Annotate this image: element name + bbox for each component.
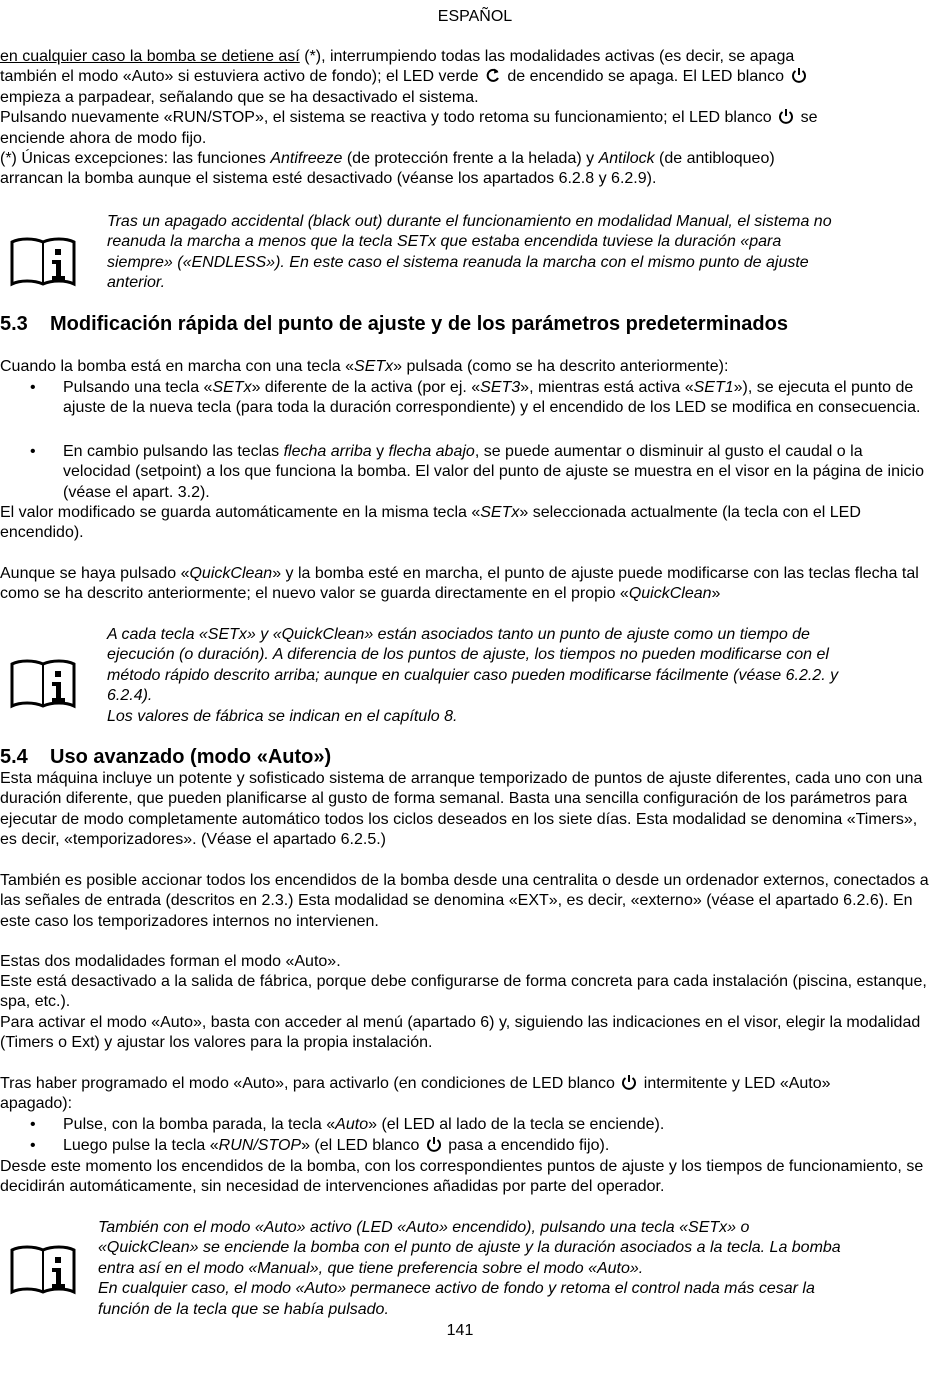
list-item — [30, 442, 925, 503]
antilock-term: Antilock — [598, 150, 655, 168]
intro-line-6b: (de protección frente a la helada) y — [342, 150, 599, 168]
section-number: 5.4 — [0, 746, 28, 768]
note-line: En cualquier caso, el modo «Auto» permanece activo de fondo y retoma el control nada más cesar la — [98, 1280, 815, 1298]
text-run: , se puede aumentar o disminuir al gusto el caudal o la velocidad (setpoint) a los que funciona la bomba. El valor del punto de ajuste se muestra en el visor en la página de inicio (véase el apart. 3.2). — [63, 443, 924, 501]
note-line: «QuickClean» se enciende la bomba con el punto de ajuste y la duración asociados a la tecla. La bomba — [98, 1239, 841, 1257]
text-run: Aunque se haya pulsado « — [0, 565, 190, 582]
text-run: »), se ejecuta el punto de ajuste de la nueva tecla (para toda la duración correspondiente) y el encendido de los LED se modifica en consecuencia. — [63, 379, 921, 417]
language-header: ESPAÑOL — [437, 8, 513, 25]
section-title: Modificación rápida del punto de ajuste y de los parámetros predeterminados — [50, 313, 788, 335]
text-run: Pulsando una tecla « — [63, 379, 213, 396]
power-icon — [778, 108, 794, 124]
note-line: anterior. — [107, 274, 166, 292]
sec54-paragraph-7: Desde este momento los encendidos de la bomba, con los correspondientes puntos de ajuste y los tiempos de funcionamiento, se decidirán automáticamente, sin necesidad de intervenciones añadidas por parte del operador. — [0, 1158, 924, 1196]
intro-line-4a: Pulsando nuevamente «RUN/STOP», el sistema se reactiva y todo retoma su funcionamiento; el LED blanco — [0, 109, 772, 127]
intro-line-4b: se — [800, 109, 818, 127]
intro-line-1: (*), interrumpiendo todas las modalidades activas (es decir, se apaga — [299, 48, 795, 65]
note-line: entra así en el modo «Manual», que tiene preferencia sobre el modo «Auto». — [98, 1259, 644, 1277]
intro-line-7: arrancan la bomba aunque el sistema esté desactivado (véanse los apartados 6.2.8 y 6.2.9). — [0, 170, 657, 188]
text-run: El valor modificado se guarda automáticamente en la misma tecla « — [0, 504, 481, 521]
note-line: Los valores de fábrica se indican en el capítulo 8. — [107, 707, 458, 725]
intro-line-5: enciende ahora de modo fijo. — [0, 129, 207, 147]
text-run: y — [371, 443, 389, 460]
arrow-up-term: flecha arriba — [283, 443, 372, 460]
text-run: » — [711, 585, 721, 603]
text-run: intermitente y LED «Auto» — [643, 1075, 831, 1092]
sec53-paragraph-2 — [0, 503, 930, 544]
note-line: También con el modo «Auto» activo (LED «Auto» encendido), pulsando una tecla «SETx» o — [98, 1219, 750, 1236]
info-book-icon — [10, 658, 76, 710]
intro-line-2a: también el modo «Auto» si estuviera activo de fondo); el LED verde — [0, 68, 479, 86]
intro-line-6a: (*) Únicas excepciones: las funciones — [0, 150, 271, 168]
power-icon — [621, 1074, 637, 1090]
text-run: En cambio pulsando las teclas — [63, 443, 284, 460]
text-run: apagado): — [0, 1095, 73, 1113]
note-line: A cada tecla «SETx» y «QuickClean» están asociados tanto un punto de ajuste como un tiempo de — [107, 626, 810, 643]
antifreeze-term: Antifreeze — [270, 150, 343, 168]
power-icon — [791, 67, 807, 83]
text-run: » y la bomba esté en marcha, el punto de ajuste puede modificarse con las teclas flecha tal como se ha descrito anteriormente; el nuevo valor se guarda directamente en el propio « — [0, 565, 919, 603]
list-item — [30, 378, 925, 419]
text-run: » (el LED blanco — [301, 1137, 420, 1154]
section-title: Uso avanzado (modo «Auto») — [50, 746, 332, 768]
intro-line-2b: de encendido se apaga. El LED blanco — [507, 68, 785, 86]
power-icon — [426, 1136, 442, 1152]
section-heading-5-3 — [0, 313, 788, 336]
set1-term: SET1 — [693, 379, 734, 396]
text-run: » seleccionada actualmente (la tecla con el LED encendido). — [0, 504, 861, 542]
intro-line-3: empieza a parpadear, señalando que se ha desactivado el sistema. — [0, 88, 479, 106]
refresh-icon — [485, 67, 501, 83]
text-run: Cuando la bomba está en marcha con una tecla « — [0, 358, 355, 375]
set3-term: SET3 — [480, 379, 521, 396]
intro-paragraph — [0, 47, 930, 190]
section-number: 5.3 — [0, 313, 28, 335]
text-run: pasa a encendido fijo). — [448, 1137, 610, 1154]
note-setx-quickclean — [107, 625, 922, 727]
note-line: Tras un apagado accidental (black out) durante el funcionamiento en modalidad Manual, el sistema no — [107, 213, 832, 230]
sec54-paragraph-5: Para activar el modo «Auto», basta con acceder al menú (apartado 6) y, siguiendo las indicaciones en el visor, elegir la modalidad (Timers o Ext) y ajustar los valores para la propia instalación. — [0, 1014, 921, 1052]
note-line: reanuda la marcha a menos que la tecla SETx que estaba encendida tuviese la duración «para — [107, 233, 782, 251]
bullet: • — [30, 1116, 36, 1133]
text-run: Luego pulse la tecla « — [63, 1137, 219, 1154]
quickclean-term: QuickClean — [189, 565, 273, 582]
run-stop-term: RUN/STOP — [218, 1137, 302, 1154]
sec53-intro — [0, 357, 930, 377]
auto-term: Auto — [335, 1116, 369, 1133]
text-run: Tras haber programado el modo «Auto», para activarlo (en condiciones de LED blanco — [0, 1075, 615, 1092]
text-run: Pulse, con la bomba parada, la tecla « — [63, 1116, 336, 1133]
text-run: », mientras está activa « — [520, 379, 694, 396]
bullet: • — [30, 379, 36, 396]
bullet: • — [30, 443, 36, 460]
info-book-icon — [10, 1244, 76, 1296]
setx-term: SETx — [354, 358, 394, 375]
info-book-icon — [10, 236, 76, 288]
note-line: ejecución (o duración). A diferencia de los puntos de ajuste, los tiempos no pueden modificarse con el — [107, 646, 829, 664]
setx-term: SETx — [212, 379, 252, 396]
note-blackout — [107, 212, 922, 294]
setx-term: SETx — [480, 504, 520, 521]
note-auto-mode — [98, 1218, 923, 1320]
text-run: » (el LED al lado de la tecla se enciende). — [368, 1116, 665, 1133]
text-run: » pulsada (como se ha descrito anteriormente): — [393, 358, 729, 375]
bullet: • — [30, 1137, 36, 1154]
list-item — [30, 1136, 925, 1156]
intro-line-6c: (de antibloqueo) — [654, 150, 775, 168]
underlined-phrase: en cualquier caso la bomba se detiene así — [0, 48, 300, 65]
quickclean-term: QuickClean — [628, 585, 712, 603]
page-number: 141 — [446, 1322, 474, 1339]
arrow-down-term: flecha abajo — [388, 443, 475, 460]
note-line: método rápido descrito arriba; aunque en cualquier caso pueden modificarse fácilmente (véase 6.2.2. y — [107, 666, 839, 684]
note-line: siempre» («ENDLESS»). En este caso el sistema reanuda la marcha con el mismo punto de ajuste — [107, 253, 809, 271]
text-run: » diferente de la activa (por ej. « — [251, 379, 481, 396]
sec54-paragraph-6 — [0, 1074, 930, 1115]
sec54-paragraph-3: Estas dos modalidades forman el modo «Auto». — [0, 953, 341, 970]
section-heading-5-4 — [0, 746, 331, 769]
sec54-paragraph-2: También es posible accionar todos los encendidos de la bomba desde una centralita o desde un ordenador externos, conectados a las señales de entrada (descritos en 2.3.) Esta modalidad se denomina «EXT», es decir, «externo» (véase el apartado 6.2.6). En este caso los temporizadores internos no intervienen. — [0, 872, 929, 930]
sec53-paragraph-3 — [0, 564, 930, 605]
note-line: función de la tecla que se había pulsado. — [98, 1300, 389, 1318]
list-item — [30, 1115, 925, 1135]
note-line: 6.2.4). — [107, 687, 153, 705]
sec54-paragraph-1: Esta máquina incluye un potente y sofisticado sistema de arranque temporizado de puntos de ajuste diferentes, cada uno con una duración diferente, que pueden planificarse al gusto de forma semanal. Basta una sencilla configuración de los parámetros para ejecutar de modo completamente automático todos los ciclos deseados en los siete días. Esta modalidad se denomina «Timers», es decir, «temporizadores». (Véase el apartado 6.2.5.) — [0, 770, 923, 849]
sec54-paragraph-4: Este está desactivado a la salida de fábrica, porque debe configurarse de forma concreta para cada instalación (piscina, estanque, spa, etc.). — [0, 973, 927, 1011]
